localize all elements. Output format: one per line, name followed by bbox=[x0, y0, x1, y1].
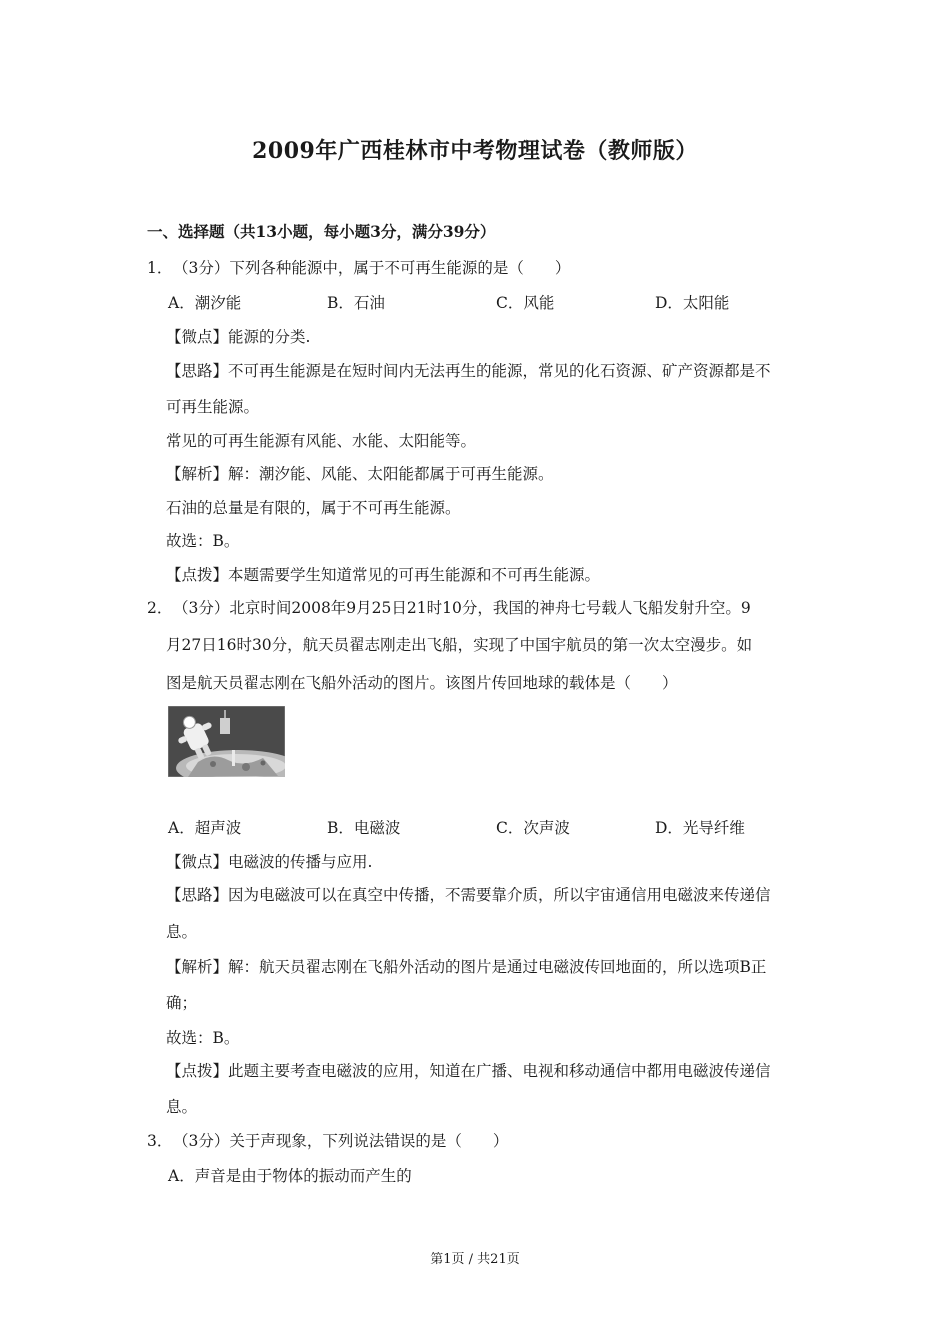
question-2-point: 【微点】电磁波的传播与应用. bbox=[166, 853, 373, 871]
astronaut-spacewalk-photo bbox=[168, 706, 285, 777]
question-2-idea: 【思路】因为电磁波可以在真空中传播，不需要靠介质，所以宇宙通信用电磁波来传递信 bbox=[166, 886, 771, 904]
question-2-number: 2． bbox=[147, 599, 173, 617]
question-2-option-b: B．电磁波 bbox=[327, 819, 401, 837]
question-1-idea-cont: 可再生能源。 bbox=[166, 398, 260, 416]
question-2-tip: 【点拨】此题主要考查电磁波的应用，知道在广播、电视和移动通信中都用电磁波传递信 bbox=[166, 1062, 771, 1080]
document-title: 2009年广西桂林市中考物理试卷（教师版） bbox=[252, 138, 698, 164]
question-2-idea-cont: 息。 bbox=[166, 923, 198, 941]
question-1-idea-extra: 常见的可再生能源有风能、水能、太阳能等。 bbox=[166, 432, 477, 450]
question-1-analysis: 【解析】解：潮汐能、风能、太阳能都属于可再生能源。 bbox=[166, 465, 554, 483]
question-1-point: 【微点】能源的分类. bbox=[166, 328, 311, 346]
question-1-number: 1． bbox=[147, 259, 173, 277]
question-1-option-d: D．太阳能 bbox=[655, 294, 730, 312]
question-1-tip: 【点拨】本题需要学生知道常见的可再生能源和不可再生能源。 bbox=[166, 566, 601, 584]
question-1-option-c: C．风能 bbox=[496, 294, 555, 312]
question-2-analysis: 【解析】解：航天员翟志刚在飞船外活动的图片是通过电磁波传回地面的，所以选项B正 bbox=[166, 958, 767, 976]
question-2-stem-cont: 月27日16时30分，航天员翟志刚走出飞船，实现了中国宇航员的第一次太空漫步。如 bbox=[166, 636, 753, 654]
question-1-stem: （3分）下列各种能源中，属于不可再生能源的是（ ） bbox=[173, 259, 571, 277]
page-footer: 第1页 / 共21页 bbox=[430, 1252, 520, 1267]
question-3-number: 3． bbox=[147, 1132, 173, 1150]
question-1-analysis-cont: 石油的总量是有限的，属于不可再生能源。 bbox=[166, 499, 461, 517]
question-2-stem-end: 图是航天员翟志刚在飞船外活动的图片。该图片传回地球的载体是（ ） bbox=[166, 674, 678, 692]
question-1-option-b: B．石油 bbox=[327, 294, 385, 312]
question-2-answer: 故选：B。 bbox=[166, 1029, 240, 1047]
question-1-answer: 故选：B。 bbox=[166, 532, 240, 550]
question-2-option-a: A．超声波 bbox=[168, 819, 242, 837]
question-3-option-a: A．声音是由于物体的振动而产生的 bbox=[168, 1167, 412, 1185]
question-3-stem: （3分）关于声现象，下列说法错误的是（ ） bbox=[173, 1132, 509, 1150]
question-2-analysis-cont: 确； bbox=[166, 994, 198, 1012]
question-2-stem: （3分）北京时间2008年9月25日21时10分，我国的神舟七号载人飞船发射升空。9 bbox=[173, 599, 751, 617]
question-2-option-d: D．光导纤维 bbox=[655, 819, 745, 837]
question-1-option-a: A．潮汐能 bbox=[168, 294, 242, 312]
question-2-option-c: C．次声波 bbox=[496, 819, 570, 837]
question-1-idea: 【思路】不可再生能源是在短时间内无法再生的能源，常见的化石资源、矿产资源都是不 bbox=[166, 362, 771, 380]
section-heading: 一、选择题（共13小题，每小题3分，满分39分） bbox=[147, 222, 496, 241]
question-2-tip-cont: 息。 bbox=[166, 1098, 198, 1116]
